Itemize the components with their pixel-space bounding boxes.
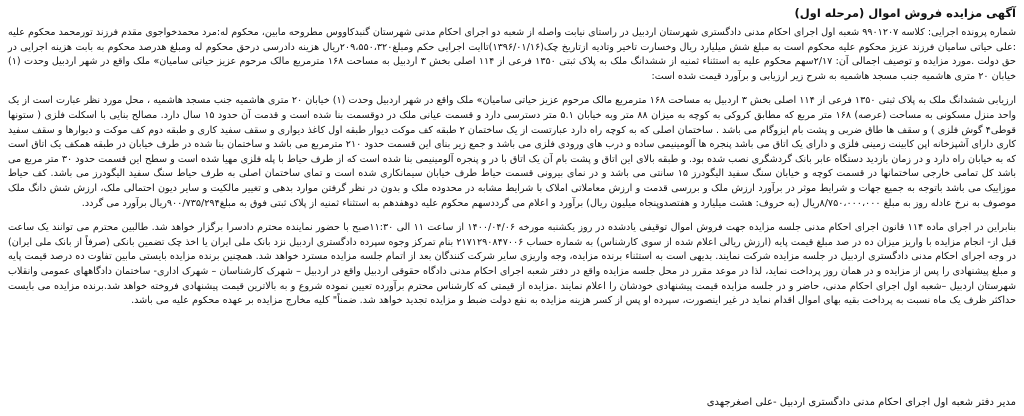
property-valuation-paragraph: ارزیابی ششدانگ ملک به پلاک ثبتی ۱۳۵۰ فرعی از ۱۱۴ اصلی بخش ۳ اردبیل به مساحت ۱۶۸ مترمربع مالک مرحوم عزیز حیاتی سامیان» ملک واقع در شهر اردبیل وحدت (۱) خیابان ۲۰ متری هاشمیه جنب مسجد هاشمیه ، محل مورد نظر عبارت است از یک واحد منزل مسکونی به مساحت (عرصه) ۱۶۸ متر مربع که مطابق کروکی به کوچه به میزان ۸۸ متر وبه خیابان ۵.۱ متر دسترسی دارد و قسمت عیانی ملک در دوقسمت بنا شده است و قدمت آن حدود ۱۵ سال دارد. مصالح بنایی با اسکلت فلزی ( ستونها قوطی۴ گوش فلزی ) و سقف ها طاق ضربی و پشت بام ایزوگام می باشد . ساختمان اصلی که به کوچه راه دارد عبارتست از یک ساختمان ۲ طبقه کف موکت دیوار طبقه اول کاغذ دیواری و سقف سفید کاری و طبقه دوم کف موکت و دیوارها و سقف سفید کاری دارای آشپزخانه اپن کابینت زمینی فلزی و دارای یک اتاق می باشد پنجره ها آلومینیمی ساده و درب های ورودی فلزی می باشد و جمع زیر بنای این قسمت حدود ۲۱۰ مترمربع می باشد و ساختمان بنا شده در طرف خیابان در طبقه همکف یک اتاق است که به خیابان راه دارد و در زمان بازدید دستگاه عابر بانک گردشگری نصب شده بود. و طبقه بالای این اتاق و پشت بام آن یک اتاق با در و پنجره آلومینیمی بنا شده است که از طرف حیاط با پله فلزی مهیا شده است و سطح این قسمت حدود ۳۰ متر مربع می باشد کل تمامی خارجی ساختمانها در قسمت کوچه و خیابان سنگ سفید الیگودرز ۱۵ سانتی می باشد و در نمای بیرونی قسمت حیاط طرف خیابان سیمانکاری شده است و تمای ساختمان اصلی به طرف حیاط سنگ سفید الیگودرز می باشد. کف حیاط موزاییک می باشد باتوجه به جمیع جهات و شرایط موثر در برآورد ارزش ملک و بررسی قدمت و ارزش معاملاتی املاک با شرایط مشابه در محدوده ملک و بدون در نظر گرفتن موارد بدهی و تغییر مالکیت و سایر دیون احتمالی ملک، ارزش شش دانگ ملک موصوف به نرخ عادله روز به مبلغ ۸/۷۵۰،۰۰۰،۰۰۰ریال (به حروف: هشت میلیارد و هفتصدوپنجاه میلیون ریال) برآورد و اعلام می گرددسهم محکوم علیه دوهفدهم به استثناء ثمنیه از پلاک ثبتی فوق به مبلغ۹۰۰/۷۳۵/۲۹۴ریال برآورد می گردد.: [8, 95, 1017, 209]
case-details-paragraph: شماره پرونده اجرایی: کلاسه ۹۹۰۱۲۰۷ شعبه اول اجرای احکام مدنی دادگستری شهرستان اردبیل در راستای نیابت واصله از شعبه دو اجرای احکام مدنی شهرستان گنبدکاووس مطروحه مابین، محکوم له:مرد محمدخواجوی مقدم فرزند تورمحمد محکوم علیه :علی حیاتی سامیان فرزند عزیز محکوم علیه محکوم است به مبلغ شش میلیارد ریال وخسارت تاخیر وتادیه ازتاریخ چک(۱۳۹۶/۰۱/۱۶)تاایت اجرایی حکم ومبلغ۲۰۹،۵۵۰،۳۲۰ریال هزینه دادرسی درحق محکوم له ومبلغ هدرصد محکوم به بابت هزینه اجرایی در حق دولت .مورد مزایده و توصیف اجمالی آن: ۲/۱۷سهم محکوم علیه به استثناء ثمنیه از ششدانگ ملک به پلاک ثبتی ۱۳۵۰ فرعی از ۱۱۴ اصلی بخش ۳ اردبیل به مساحت ۱۶۸ مترمربع مالک مرحوم عزیز حیاتی سامیان» ملک واقع در شهر اردبیل وحدت (۱) خیابان ۲۰ متری هاشمیه جنب مسجد هاشمیه به شرح زیر ارزیابی و برآورد قیمت شده است:: [8, 27, 1017, 82]
auction-terms-paragraph: بنابراین در اجرای ماده ۱۱۴ قانون اجرای احکام مدنی جلسه مزایده جهت فروش اموال توقیفی یادشده در روز یکشنبه مورخه ۱۴۰۰/۰۴/۰۶ از ساعت ۱۱ الی ۱۱:۳۰صبح با حضور نماینده محترم دادسرا برگزار خواهد شد. طالبین محترم می توانند یک ساعت قبل از- انجام مزایده با واریز میزان ده در صد مبلغ قیمت پایه (ارزش ریالی اعلام شده از سوی کارشناس) به شماره حساب ۲۱۷۱۲۹۰۸۴۷۰۰۶ بنام تمرکز وجوه سپرده دادگستری اردبیل نزد بانک ملی ایران یا اخذ چک تضمین بانکی (صرفاً از بانک ملی ایران) در وجه اجرای احکام مدنی دادگستری اردبیل در جلسه مزایده شرکت نمایند. بدیهی است به استثناء برنده مزایده، وجه واریزی سایر شرکت کنندگان بعد از اتمام جلسه مزایده مسترد خواهد شد. همچنین برنده مزایده بایستی مابین تفاوت ده درصد قیمت پایه و مبلغ پیشنهادی را پس از مزایده و در همان روز پرداخت نماید، لذا در موعد مقرر در محل جلسه مزایده واقع در دفتر شعبه اجرای احکام مدنی دادگاه حقوقی اردبیل واقع در اردبیل – شهرک کارشناسان – شهرک اداری- ساختمان دادگاههای عمومی وانقلاب شهرستان اردبیل –شعبه اول اجرای احکام مدنی، حاضر و در جلسه مزایده قیمت پیشنهادی خودشان را اعلام نمایند .مزایده از قیمتی که کارشناس محترم برآورده تعیین نموده شروع و به بالاترین قیمت پیشنهادی فروخته خواهد شد.برنده مزایده می بایست حداکثر ظرف یک ماه نسبت به پرداخت بقیه بهای اموال اقدام نماید در غیر اینصورت، سپرده او پس از کسر هزینه مزایده به نفع دولت ضبط و مزایده تجدید خواهد شد. ضمناً" کلیه مخارج مزایده بر عهده محکوم علیه می باشد.: [8, 222, 1016, 307]
signature-line: مدیر دفتر شعبه اول اجرای احکام مدنی دادگستری اردبیل -علی اصغرجهدی: [706, 397, 1016, 408]
notice-title: آگهی مزایده فروش اموال (مرحله اول): [794, 6, 1016, 20]
